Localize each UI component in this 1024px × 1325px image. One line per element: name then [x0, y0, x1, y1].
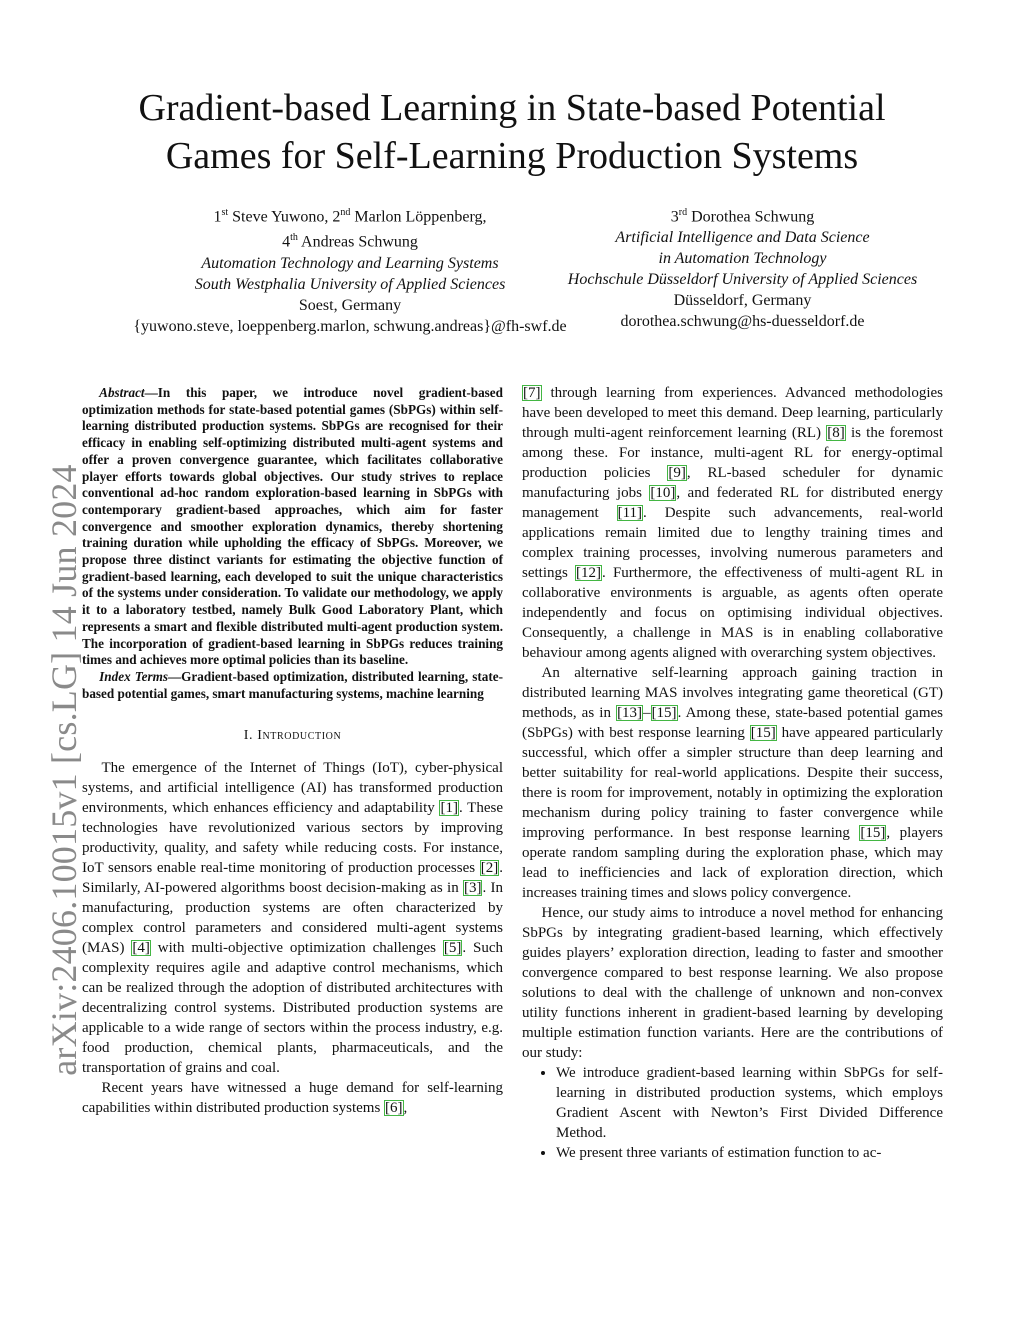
- author-block-left: [120, 202, 580, 337]
- affiliation-line: Automation Technology and Learning Systems: [201, 254, 499, 272]
- body-paragraph: An alternative self-learning approach gaining traction in distributed learning MAS involves integrating game theoretical (GT) methods, as in [13]–[15]. Among these, state-based potential games (SbPGs) with best response learning [15] have appeared particularly successful, which offer a simpler structure than deep learning and better suitability for real-world applications. Despite their success, there is room for improvement, notably in optimizing the exploration mechanism during policy training to faster convergence while improving performance. In best response learning [15], players operate random sampling during the exploration phase, which may lead to inefficiencies and lack of exploration direction, which increases training times and slows policy convergence.: [522, 665, 944, 901]
- affiliation-line: Hochschule Düsseldorf University of Applied Sciences: [567, 271, 918, 289]
- author-email: dorothea.schwung@hs-duesseldorf.de: [620, 313, 865, 331]
- citation-link[interactable]: [15]: [860, 825, 886, 841]
- affiliation-line: South Westphalia University of Applied Sciences: [194, 275, 506, 293]
- title-line-2: Games for Self-Learning Production Systems: [165, 135, 859, 177]
- affiliation-city: Düsseldorf, Germany: [673, 292, 812, 310]
- citation-link[interactable]: [9]: [668, 465, 686, 481]
- citation-link[interactable]: [5]: [443, 940, 462, 957]
- author-names-line: 3rd Dorothea Schwung: [670, 207, 815, 226]
- citation-link[interactable]: [3]: [463, 880, 482, 897]
- body-paragraph: [7] through learning from experiences. Advanced methodologies have been developed to meet this demand. Deep learning, particularly through multi-agent reinforcement learning (RL) [8] is the foremost among these. For instance, multi-agent RL for energy-optimal production policies [9], RL-based scheduler for dynamic manufacturing jobs [10], and federated RL for distributed energy management [11]. Despite such advancements, real-world applications remain limited due to lengthy training times and complex training processes, involving numerous parameters and settings [12]. Furthermore, the effectiveness of multi-agent RL in collaborative environments is arguable, as agents often operate independently and focus on optimising individual objectives. Consequently, a challenge in MAS is in enabling collaborative behaviour among agents aligned with overarching system objectives.: [522, 385, 944, 661]
- index-terms: Index Terms—Gradient-based optimization, distributed learning, state-based potential games, smart manufacturing systems, machine learning: [82, 668, 503, 701]
- arxiv-stamp: arXiv:2406.10015v1 [cs.LG] 14 Jun 2024: [44, 464, 84, 1076]
- affiliation-line: Artificial Intelligence and Data Science: [615, 229, 870, 247]
- citation-link[interactable]: [15]: [750, 725, 776, 741]
- author-names-line-2: 4th Andreas Schwung: [282, 232, 418, 251]
- citation-link[interactable]: [4]: [132, 940, 150, 957]
- affiliation-line: in Automation Technology: [658, 250, 827, 268]
- citation-link[interactable]: [13]: [617, 705, 643, 721]
- author-email: {yuwono.steve, loeppenberg.marlon, schwung.andreas}@fh-swf.de: [133, 317, 567, 335]
- citation-link[interactable]: [6]: [385, 1100, 403, 1117]
- author-names-line-1: 1st Steve Yuwono, 2nd Marlon Löppenberg,: [213, 207, 487, 226]
- body-paragraph: Hence, our study aims to introduce a novel method for enhancing SbPGs by integrating gradient-based learning, which effectively guides players’ exploration direction, leading to faster and smoother convergence compared to best response learning. We also propose solutions to deal with the challenge of unknown and non-convex utility functions inherent in gradient-based learning by developing multiple estimation function variants. Here are the contributions of our study:: [522, 905, 943, 1061]
- citation-link[interactable]: [8]: [827, 425, 845, 441]
- affiliation-city: Soest, Germany: [298, 296, 402, 314]
- title-line-1: Gradient-based Learning in State-based Potential: [138, 87, 886, 129]
- citation-link[interactable]: [1]: [440, 800, 458, 817]
- citation-link[interactable]: [10]: [650, 485, 676, 501]
- citation-link[interactable]: [2]: [480, 860, 499, 877]
- left-column: [82, 385, 503, 1118]
- section-heading: I. Introduction: [243, 728, 342, 744]
- author-block-right: [545, 202, 940, 332]
- citation-link[interactable]: [15]: [651, 705, 677, 721]
- intro-paragraph: The emergence of the Internet of Things (IoT), cyber-physical systems, and artificial intelligence (AI) has transformed production environments, which enhances efficiency and adaptability [1]. These technologies have revolutionized various sectors by improving productivity, quality, and safety while reducing costs. For instance, IoT sensors enable real-time monitoring of production processes [2]. Similarly, AI-powered algorithms boost decision-making as in [3]. In manufacturing, production systems are often characterized by complex control parameters and considered multi-agent systems (MAS) [4] with multi-objective optimization challenges [5]. Such complexity requires agile and adaptive control mechanisms, which can be realized through the adoption of distributed architectures with decentralizing control systems. Distributed production systems are applicable to a wide range of sectors within the process industry, e.g. food production, chemical plants, pharmaceuticals, and the transportation of grains and coal.: [82, 760, 503, 1077]
- list-item: • We introduce gradient-based learning within SbPGs for self-learning in distributed production systems, which employs Gradient Ascent with Newton’s First Divided Difference Method.: [556, 1063, 943, 1143]
- abstract: Abstract—In this paper, we introduce novel gradient-based optimization methods for state-based potential games (SbPGs) within self-learning distributed production systems. SbPGs are recognised for their efficacy in enabling self-optimizing distributed multi-agent systems and offer a proven convergence guarantee, which facilitates collaborative player efforts towards global objectives. Our study strives to replace conventional ad-hoc random exploration-based learning in SbPGs with contemporary gradient-based approaches, which aim for faster convergence and smoother exploration dynamics, thereby shortening training duration while upholding the efficacy of SbPGs. Moreover, we propose three distinct variants for estimating the objective function of gradient-based learning, each developed to suit the unique characteristics of the systems under consideration. To validate our methodology, we apply it to a laboratory testbed, namely Bulk Good Laboratory Plant, which represents a smart and flexible distributed multi-agent production system. The incorporation of gradient-based learning in SbPGs reduces training times and achieves more optimal policies than its baseline.: [82, 385, 503, 668]
- paper-title: [90, 84, 934, 180]
- list-item: • We present three variants of estimation function to ac-: [556, 1143, 943, 1163]
- right-column: [522, 383, 943, 1163]
- contributions-list: [522, 1063, 943, 1163]
- citation-link[interactable]: [12]: [576, 565, 602, 581]
- citation-link[interactable]: [7]: [523, 385, 541, 401]
- citation-link[interactable]: [11]: [617, 505, 643, 521]
- intro-paragraph: Recent years have witnessed a huge demand for self-learning capabilities within distributed production systems [6],: [82, 1080, 503, 1117]
